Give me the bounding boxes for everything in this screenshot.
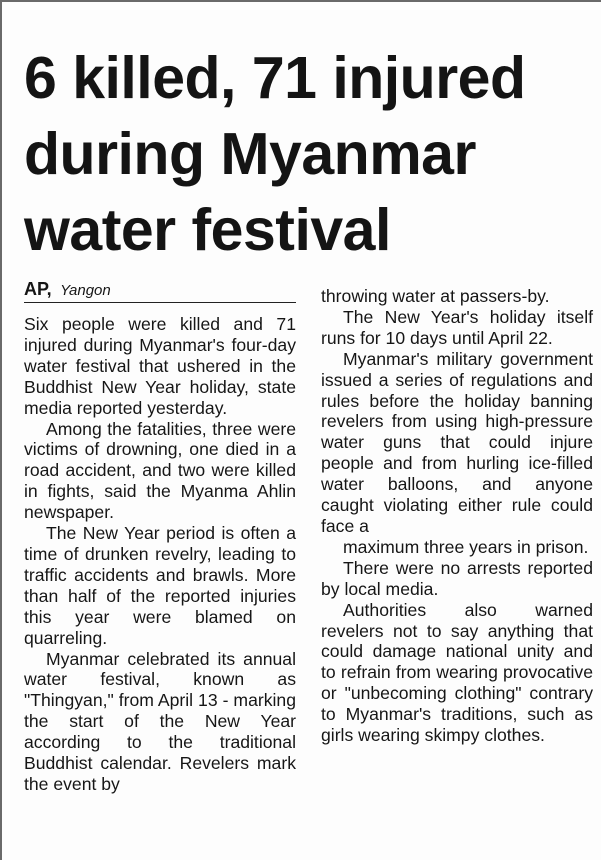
paragraph: Among the fatalities, three were victims of drowning, one died in a road accident, and two were killed in fights, said the Myanma Ahlin newspaper. [24,418,296,523]
column-divider [307,272,308,832]
paragraph: Myanmar's military government issued a series of regulations and rules before the holiday banning revelers from using high-pressure water guns that could injure people and from hurling ice-filled water balloons, and anyone caught violating either rule could face a [321,348,593,536]
headline: 6 killed, 71 injured during Myanmar water festival [24,45,526,263]
paragraph: Six people were killed and 71 injured during Myanmar's four-day water festival that ushered in the Buddhist New Year holiday, state media reported yesterday. [24,314,296,418]
byline [24,276,296,303]
paragraph: The New Year's holiday itself runs for 10 days until April 22. [321,306,593,348]
byline-agency: AP, [24,279,52,299]
paragraph: maximum three years in prison. [343,536,589,557]
paragraph: Authorities also warned revelers not to say anything that could damage national unity and to refrain from wearing provocative or "unbecoming clothing" contrary to Myanmar's traditions, such as girls wearing skimpy clothes. [321,599,593,746]
paragraph: Myanmar celebrated its annual water festival, known as "Thingyan," from April 13 - marking the start of the New Year according to the traditional Buddhist calendar. Revelers mark the event by [24,648,296,794]
paragraph: throwing water at passers-by. [321,286,550,306]
right-column [321,286,593,746]
paragraph: The New Year period is often a time of drunken revelry, leading to traffic accidents and brawls. More than half of the reported injuries this year were blamed on quarreling. [24,523,296,648]
byline-city: Yangon [60,282,111,299]
left-column [24,279,296,795]
paragraph: There were no arrests reported by local media. [321,557,593,599]
